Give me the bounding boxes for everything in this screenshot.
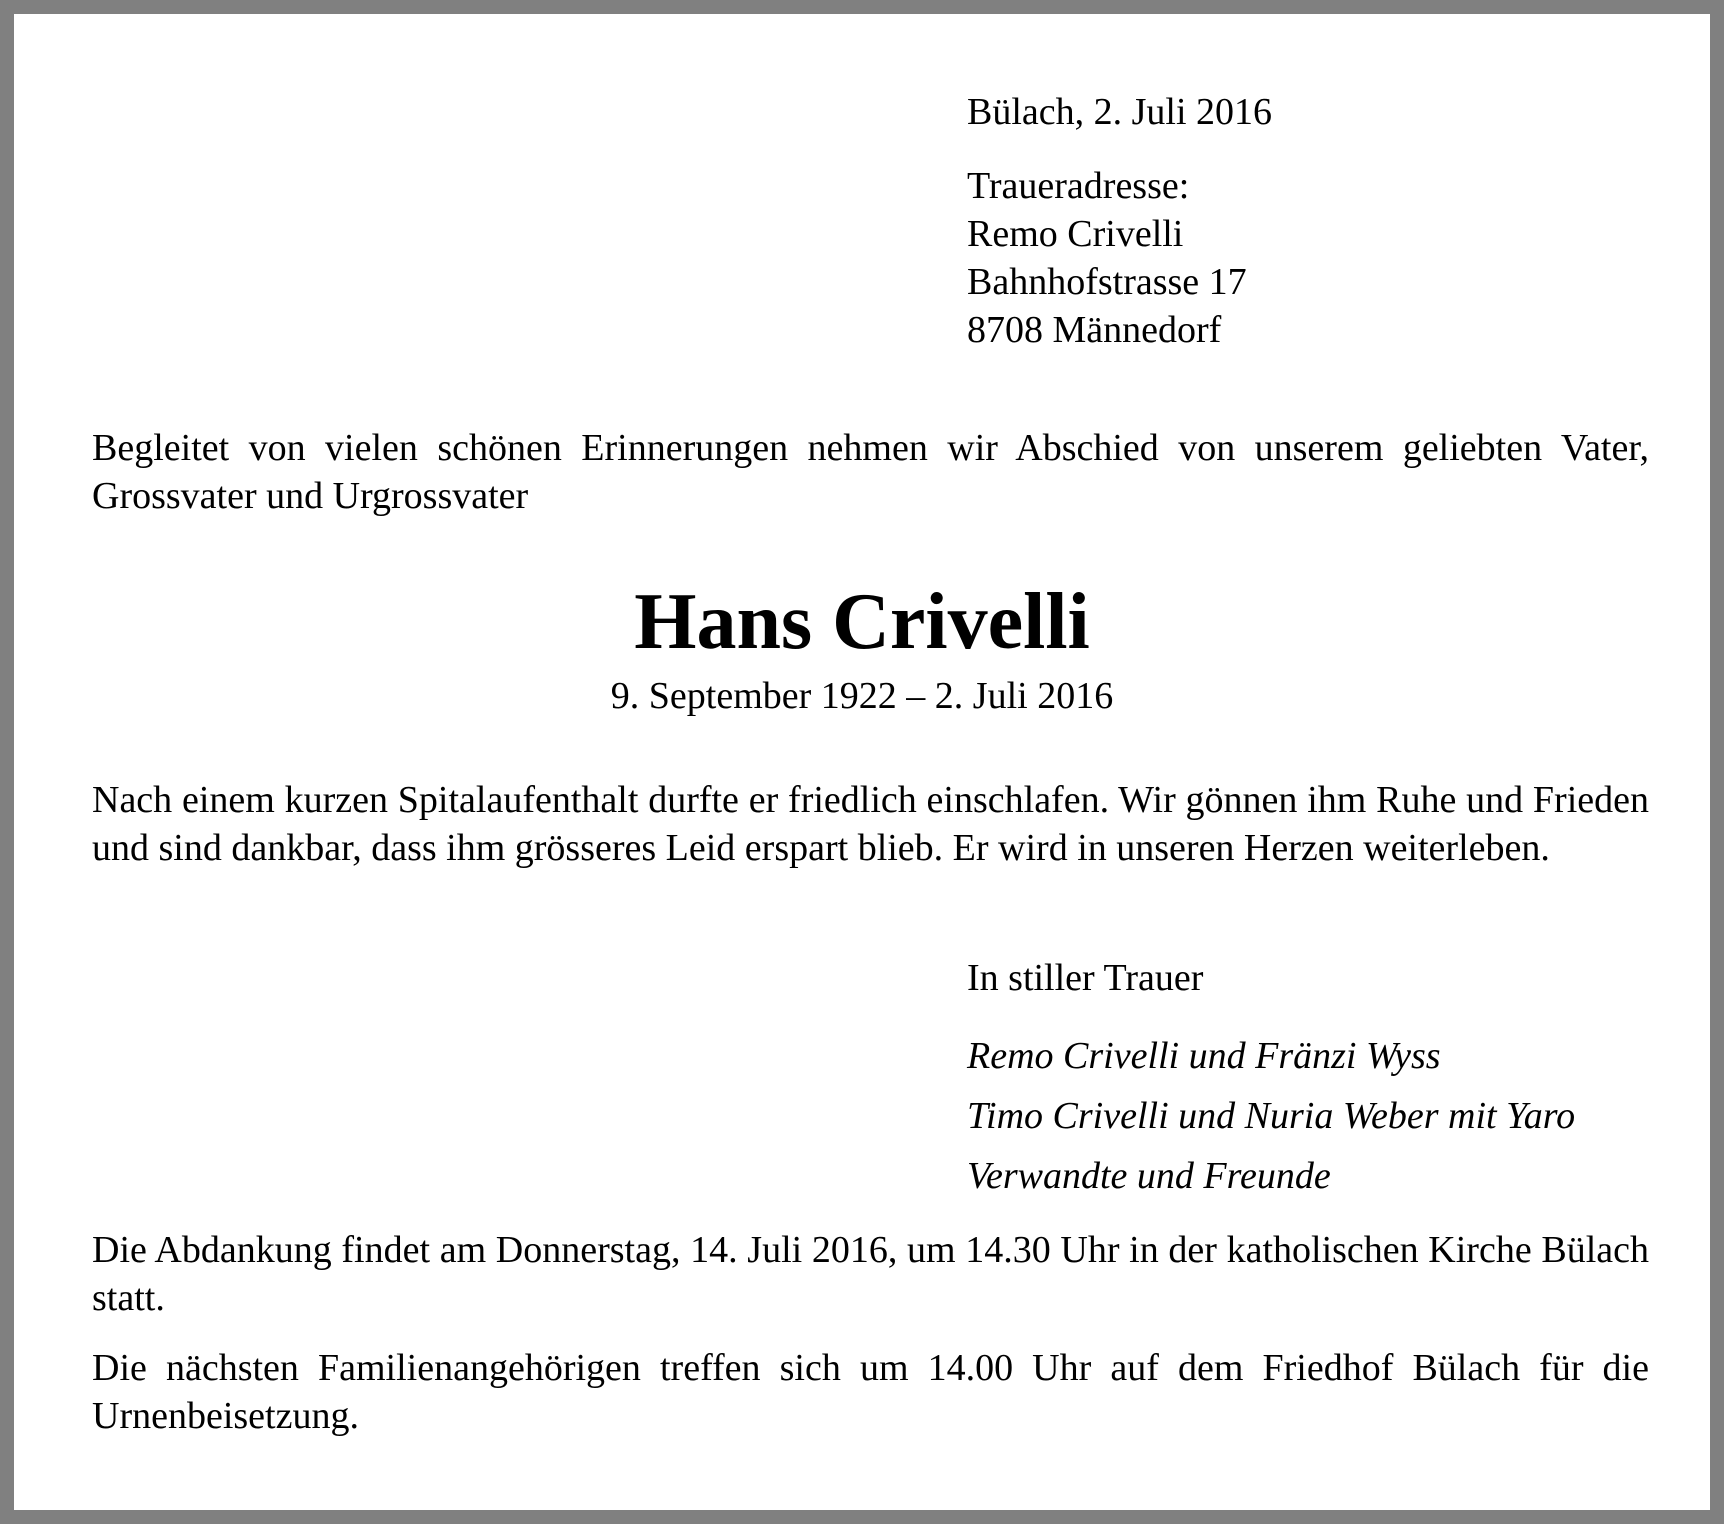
obituary-page [14,14,1710,1510]
place-date: Bülach, 2. Juli 2016 [967,91,1273,133]
mourning-address [967,162,1247,354]
family-member-line: Remo Crivelli und Fränzi Wyss [967,1035,1441,1077]
family-member-line: Verwandte und Freunde [967,1155,1331,1197]
life-dates: 9. September 1922 – 2. Juli 2016 [610,675,1114,717]
family-member-line: Timo Crivelli und Nuria Weber mit Yaro [967,1095,1576,1137]
address-line-city: 8708 Männedorf [967,309,1222,351]
mourning-label: In stiller Trauer [967,957,1204,999]
family-list [967,1026,1575,1206]
funeral-paragraph: Die Abdankung findet am Donnerstag, 14. Juli 2016, um 14.30 Uhr in der katholischen Kirche Bülach statt. [92,1229,1649,1319]
address-line-name: Remo Crivelli [967,213,1184,255]
body-paragraph: Nach einem kurzen Spitalaufenthalt durfte er friedlich einschlafen. Wir gönnen ihm Ruhe und Frieden und sind dankbar, dass ihm grösseres Leid erspart blieb. Er wird in unseren Herzen weiterleben. [92,779,1649,869]
address-label: Traueradresse: [967,165,1190,207]
deceased-name: Hans Crivelli [634,578,1090,666]
intro-paragraph: Begleitet von vielen schönen Erinnerungen nehmen wir Abschied von unserem geliebten Vater, Grossvater und Urgrossvater [92,427,1649,517]
urn-paragraph: Die nächsten Familienangehörigen treffen sich um 14.00 Uhr auf dem Friedhof Bülach für die Urnenbeisetzung. [92,1347,1649,1437]
address-line-street: Bahnhofstrasse 17 [967,261,1247,303]
